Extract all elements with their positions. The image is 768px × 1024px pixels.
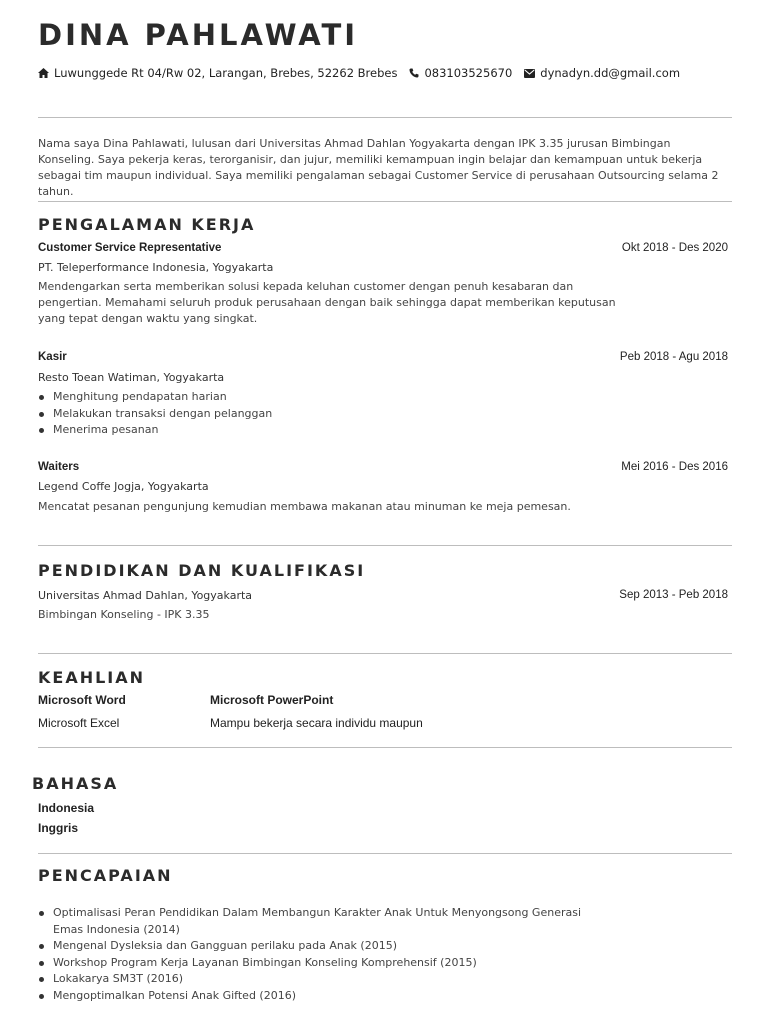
divider: [38, 747, 732, 748]
achievements-list: [38, 905, 598, 1004]
job-title: Customer Service Representative: [38, 242, 222, 254]
divider: [38, 545, 732, 546]
list-item: Lokakarya SM3T (2016): [38, 971, 598, 988]
phone-text[interactable]: 083103525670: [424, 66, 513, 80]
job-description: Mendengarkan serta memberikan solusi kepada keluhan customer dengan penuh kesabaran dan pengertian. Memahami seluruh produk perusahaan dengan baik sehingga dapat memberikan keputusan yang tepat dengan waktu yang singkat.: [38, 280, 616, 325]
skill-item: Mampu bekerja secara individu maupun: [210, 716, 423, 730]
skills-heading: KEAHLIAN: [38, 668, 146, 687]
divider: [38, 853, 732, 854]
job-description: Mencatat pesanan pengunjung kemudian membawa makanan atau minuman ke meja pemesan.: [38, 500, 571, 513]
home-icon: [38, 68, 49, 78]
email-item: [524, 66, 680, 80]
list-item: Mengoptimalkan Potensi Anak Gifted (2016): [38, 988, 598, 1005]
skill-item: Microsoft PowerPoint: [210, 693, 334, 707]
divider: [38, 653, 732, 654]
language-item: Inggris: [38, 821, 79, 835]
divider: [38, 117, 732, 118]
list-item: Menghitung pendapatan harian: [38, 389, 272, 406]
experience-heading: PENGALAMAN KERJA: [38, 215, 256, 234]
list-item: Optimalisasi Peran Pendidikan Dalam Membangun Karakter Anak Untuk Menyongsong Generasi Emas Indonesia (2014): [38, 905, 598, 938]
job-date: Mei 2016 - Des 2016: [621, 461, 728, 473]
phone-icon: [409, 68, 419, 78]
envelope-icon: [524, 69, 535, 78]
list-item: Mengenal Dysleksia dan Gangguan perilaku pada Anak (2015): [38, 938, 598, 955]
list-item: Workshop Program Kerja Layanan Bimbingan Konseling Komprehensif (2015): [38, 955, 598, 972]
contact-info: [38, 66, 692, 80]
job-company: Legend Coffe Jogja, Yogyakarta: [38, 480, 209, 493]
languages-heading: BAHASA: [32, 774, 119, 793]
language-item: Indonesia: [38, 801, 95, 815]
job-company: PT. Teleperformance Indonesia, Yogyakarta: [38, 261, 274, 274]
job-duties-list: [38, 389, 272, 439]
job-date: Peb 2018 - Agu 2018: [619, 351, 728, 363]
education-date: Sep 2013 - Peb 2018: [619, 589, 728, 601]
divider: [38, 201, 732, 202]
job-date: Okt 2018 - Des 2020: [621, 242, 728, 254]
skill-item: Microsoft Word: [38, 693, 126, 707]
education-heading: PENDIDIKAN DAN KUALIFIKASI: [38, 561, 366, 580]
job-company: Resto Toean Watiman, Yogyakarta: [38, 371, 225, 384]
achievements-heading: PENCAPAIAN: [38, 866, 173, 885]
list-item: Menerima pesanan: [38, 422, 272, 439]
skill-item: Microsoft Excel: [38, 716, 120, 730]
list-item: Melakukan transaksi dengan pelanggan: [38, 406, 272, 423]
job-title: Kasir: [38, 351, 67, 363]
education-detail: Bimbingan Konseling - IPK 3.35: [38, 608, 210, 621]
phone-item: [409, 66, 512, 80]
address-item: [38, 66, 397, 80]
email-link[interactable]: dynadyn.dd@gmail.com: [540, 66, 681, 80]
address-text: Luwunggede Rt 04/Rw 02, Larangan, Brebes, 52262 Brebes: [54, 66, 398, 80]
job-title: Waiters: [38, 461, 80, 473]
summary-text: Nama saya Dina Pahlawati, lulusan dari Universitas Ahmad Dahlan Yogyakarta dengan IPK 3.35 jurusan Bimbingan Konseling. Saya pekerja keras, terorganisir, dan jujur, memiliki kemampuan ingin belajar dan kemampuan untuk bekerja sebagai tim maupun individual. Saya memiliki pengalaman sebagai Customer Service di perusahaan Outsourcing selama 2 tahun.: [38, 137, 719, 198]
resume-name: DINA PAHLAWATI: [38, 18, 359, 52]
education-school: Universitas Ahmad Dahlan, Yogyakarta: [38, 589, 253, 602]
